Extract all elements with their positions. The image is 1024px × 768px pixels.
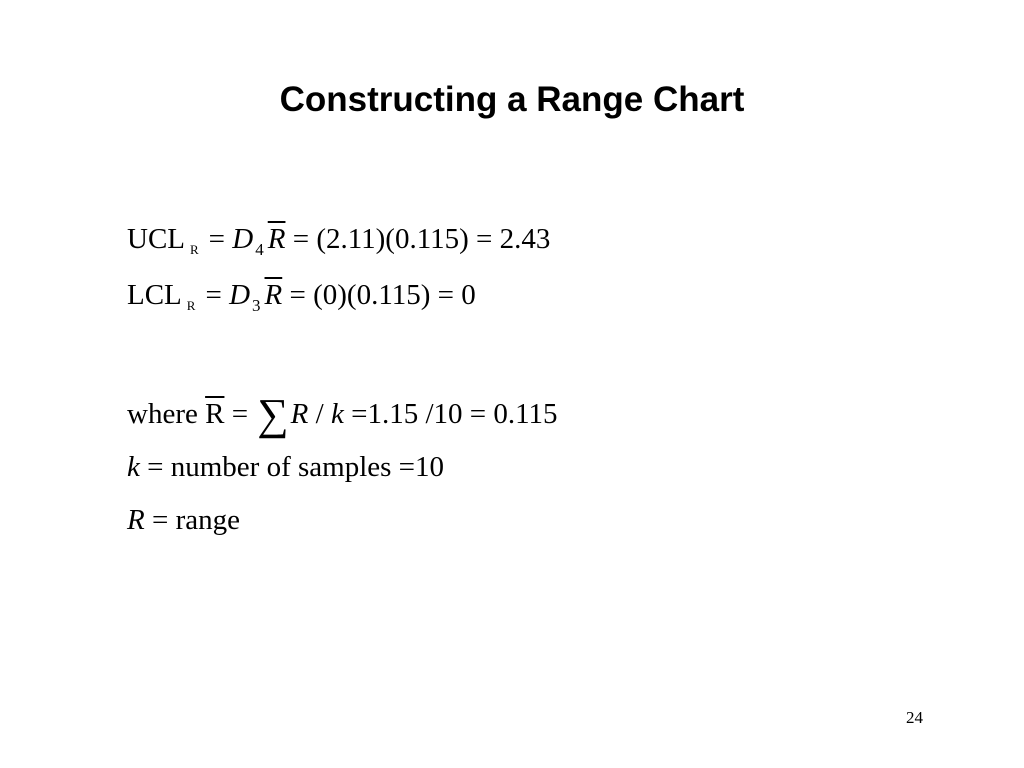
rbar-lead-text: where [127,398,198,430]
lcl-rbar: $\overline{R}$ [264,279,283,311]
lcl-label: LCL [127,279,182,311]
ucl-result: 2.43 [499,223,551,255]
rbar-equals-3: = [469,398,487,430]
slide-title: Constructing a Range Chart [279,80,745,119]
r-symbol: R [127,504,145,536]
lcl-factor-subscript: 3 [252,296,261,315]
k-description: number of samples [170,451,392,483]
lcl-expression: (0)(0.115) [313,279,431,311]
rbar-equals-2: = [351,398,368,430]
ucl-label: UCL [127,223,185,255]
rbar-result: 0.115 [493,398,558,430]
r-description: range [175,504,240,536]
rbar-value-2: 10 [433,398,463,430]
lcl-subscript: R [186,298,196,313]
k-symbol: k [127,451,140,483]
ucl-factor-subscript: 4 [255,240,264,259]
ucl-equals-1: = [208,223,226,255]
ucl-equals-2: = [292,223,310,255]
rbar-slash-1: / [315,398,324,430]
sum-icon: ∑ [257,390,289,439]
k-value: 10 [415,451,445,483]
ucl-expression: (2.11)(0.115) [316,223,469,255]
lcl-result: 0 [461,279,476,311]
r-definition [127,503,240,537]
lcl-equals-1: = [205,279,222,311]
rbar-equals-1: = [231,398,249,430]
ucl-rbar: $\overline{R}$ [267,223,286,255]
k-equals-1: = [147,451,164,483]
lcl-factor: D [229,279,251,311]
ucl-subscript: R [190,242,199,257]
rbar-k-symbol: k [330,398,344,430]
lcl-equals-2: = [289,279,306,311]
rbar-value-1: 1.15 [367,398,419,430]
ucl-factor: D [232,223,254,255]
lcl-equals-3: = [437,279,455,311]
rbar-definition [127,390,558,439]
rbar-slash-2: / [425,398,434,430]
lcl-equation [127,278,476,317]
k-equals-2: = [398,451,416,483]
rbar-symbol: $\overline{R}$ [205,398,225,430]
r-equals: = [151,504,169,536]
ucl-equals-3: = [476,223,493,255]
page-number: 24 [906,708,923,727]
k-definition [127,450,444,484]
rbar-r-symbol: R [290,398,309,430]
ucl-equation [127,222,550,261]
